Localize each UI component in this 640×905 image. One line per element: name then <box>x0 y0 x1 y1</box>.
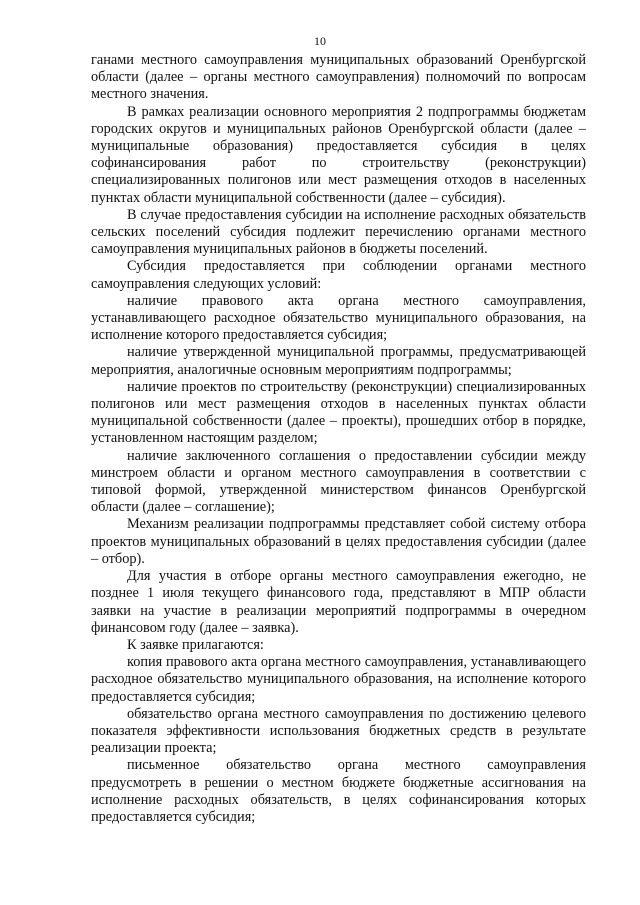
paragraph: Механизм реализации подпрограммы представляет собой систему отбора проектов муниципальных образований в целях предоставления субсидии (далее – отбор). <box>91 516 586 567</box>
paragraph: В рамках реализации основного мероприятия 2 подпрограммы бюджетам городских округов и муниципальных районов Оренбургской области (далее – муниципальные образования) предоставляется субсидия в целях софинансирования работ по строительству (реконструкции) специализированных полигонов или мест размещения отходов в населенных пунктах области муниципальной собственности (далее – субсидия). <box>91 103 586 206</box>
paragraph: письменное обязательство органа местного самоуправления предусмотреть в решении о местном бюджете бюджетные ассигнования на исполнение расходных обязательств, в целях софинансирования которых предоставляется субсидия; <box>91 757 586 825</box>
paragraph: ганами местного самоуправления муниципальных образований Оренбургской области (далее – органы местного самоуправления) полномочий по вопросам местного значения. <box>91 52 586 103</box>
paragraph: наличие правового акта органа местного самоуправления, устанавливающего расходное обязательство муниципального образования, на исполнение которого предоставляется субсидия; <box>91 292 586 344</box>
paragraph: К заявке прилагаются: <box>127 636 264 653</box>
paragraph: Субсидия предоставляется при соблюдении органами местного самоуправления следующих условий: <box>91 258 586 292</box>
paragraph: наличие утвержденной муниципальной программы, предусматривающей мероприятия, аналогичные основным мероприятиям подпрограммы; <box>91 344 586 378</box>
paragraph: В случае предоставления субсидии на исполнение расходных обязательств сельских поселений субсидия подлежит перечислению органами местного самоуправления муниципальных районов в бюджеты поселений. <box>91 206 586 258</box>
paragraph: наличие заключенного соглашения о предоставлении субсидии между минстроем области и органом местного самоуправления в соответствии с типовой формой, утвержденной министерством финансов Оренбургской области (далее – соглашение); <box>91 447 586 516</box>
paragraph: обязательство органа местного самоуправления по достижению целевого показателя эффективности использования бюджетных средств в результате реализации проекта; <box>91 705 586 757</box>
paragraph: наличие проектов по строительству (реконструкции) специализированных полигонов или мест размещения отходов в населенных пунктах области муниципальной собственности (далее – проекты), прошедших отбор в порядке, установленном настоящим разделом; <box>91 378 586 447</box>
paragraph: Для участия в отборе органы местного самоуправления ежегодно, не позднее 1 июля текущего финансового года, представляют в МПР области заявки на участие в реализации мероприятий подпрограммы в очередном финансовом году (далее – заявка). <box>91 568 586 636</box>
page-number: 10 <box>314 34 326 48</box>
paragraph: копия правового акта органа местного самоуправления, устанавливающего расходное обязательство муниципального образования, на исполнение которого предоставляется субсидия; <box>91 654 586 705</box>
body-text <box>91 52 586 826</box>
